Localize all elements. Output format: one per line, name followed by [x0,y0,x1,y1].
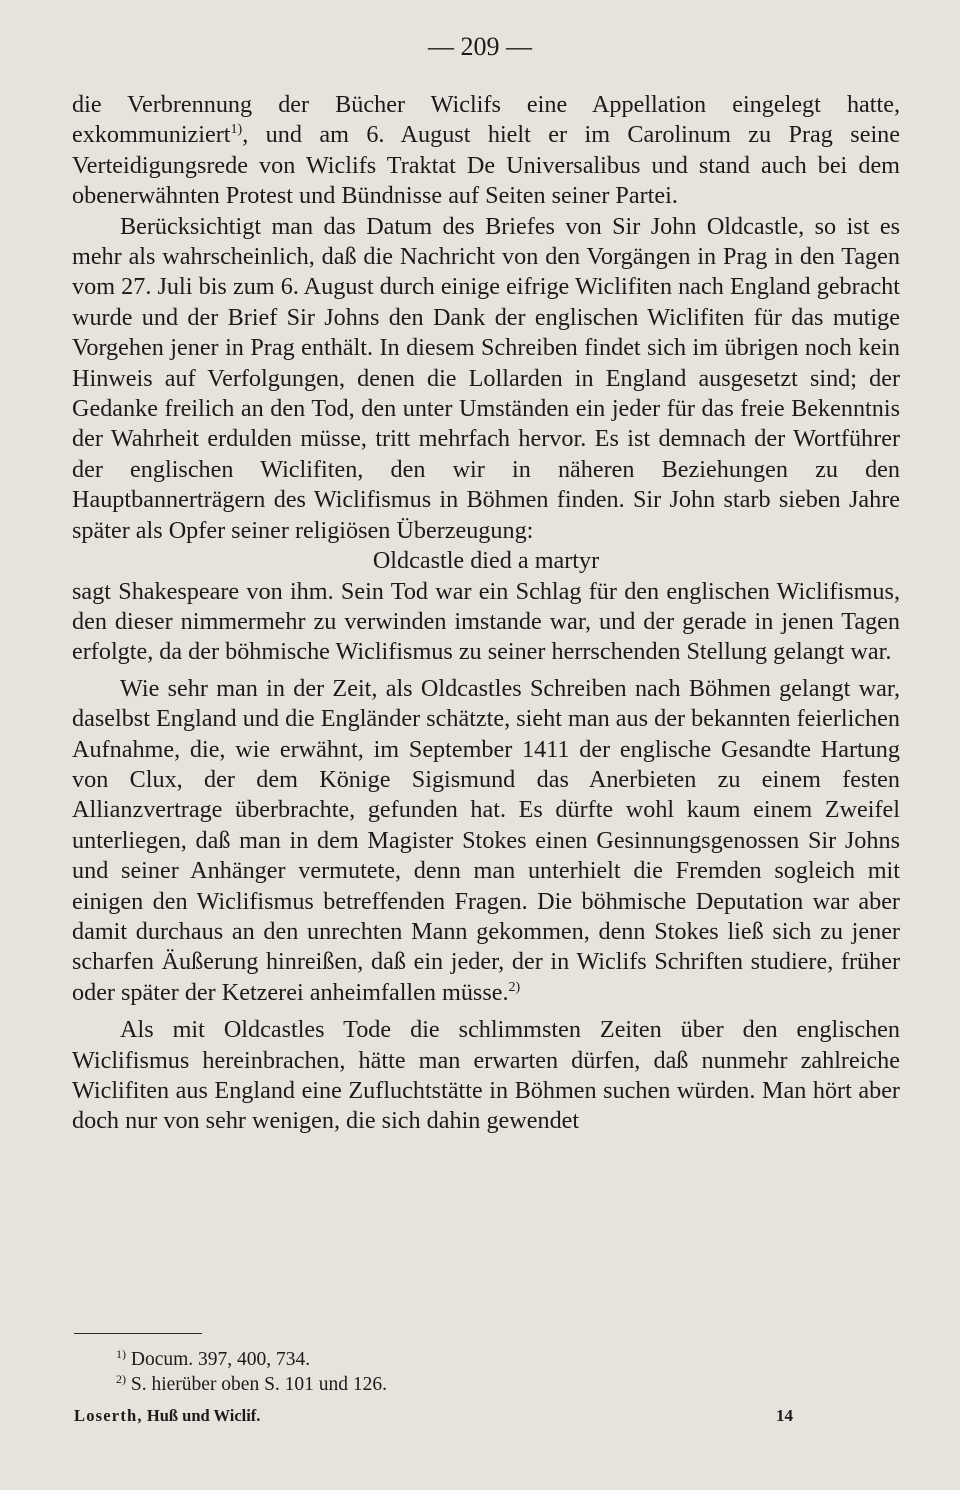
paragraph-4-text: Wie sehr man in der Zeit, als Oldcastles Schreiben nach Böhmen gelangt war, daselbst England und die Engländer schätzte, sieht man aus der bekannten feierlichen Aufnahme, die, wie erwähnt, im September 1411 der englische Gesandte Hartung von Clux, der dem Könige Sigismund das Anerbieten zu einem festen Allianzvertrage überbrachte, gefunden hat. Es dürfte wohl kaum einem Zweifel unterliegen, daß man in dem Magister Stokes einen Gesinnungsgenossen Sir Johns und seiner Anhänger vermutete, denn man unterhielt die Fremden sogleich mit einigen den Wiclifismus betreffenden Fragen. Die böhmische Deputation war aber damit durchaus an den unrechten Mann gekommen, denn Stokes ließ sich zu jener scharfen Äußerung hinreißen, daß ein jeder, der in Wiclifs Schriften studiere, früher oder später der Ketzerei anheimfallen müsse. [72,674,900,1006]
page-number: — 209 — [428,32,532,61]
footnote-1-text: Docum. 397, 400, 734. [126,1349,311,1370]
signature-number: 14 [776,1406,793,1425]
footnote-ref-1: 1) [230,122,243,138]
signature-title: Huß und Wiclif. [142,1406,261,1425]
paragraph-3: sagt Shakespeare von ihm. Sein Tod war ein Schlag für den englischen Wiclifismus, den dieser nimmermehr zu verwinden imstande war, und der gerade in jenen Tagen erfolgte, da der böhmische Wiclifismus zu seiner herrschenden Stellung gelangt war. [72,577,900,666]
footnote-2 [116,1374,387,1396]
footnote-ref-2: 2) [508,979,521,995]
body-text [72,90,900,1137]
paragraph-1 [72,90,900,212]
footnote-separator [74,1333,202,1334]
footnote-1-mark: 1) [116,1347,126,1361]
quotation: Oldcastle died a martyr [372,547,600,575]
footnote-2-mark: 2) [116,1372,126,1386]
footnote-2-text: S. hierüber oben S. 101 und 126. [126,1374,388,1395]
paragraph-4 [72,674,900,1008]
paragraph-1-text-a: die Verbrennung der Bücher Wiclifs eine Appellation eingelegt hatte, exkommuniziert [72,91,900,149]
footnote-1 [116,1349,310,1371]
paragraph-5: Als mit Oldcastles Tode die schlimmsten Zeiten über den englischen Wiclifismus hereinbrachen, hätte man erwarten dürfen, daß nunmehr zahlreiche Wiclifiten aus England eine Zufluchtstätte in Böhmen suchen würden. Man hört aber doch nur von sehr wenigen, die sich dahin gewendet [72,1016,900,1135]
paragraph-1-text-b: , und am 6. August hielt er im Carolinum zu Prag seine Verteidigungsrede von Wiclifs Traktat De Universalibus und stand auch bei dem obenerwähnten Protest und Bündnisse auf Seiten seiner Partei. [72,121,900,210]
signature-line [74,1406,260,1426]
signature-author: Loserth, [74,1406,143,1425]
paragraph-2: Berücksichtigt man das Datum des Briefes von Sir John Oldcastle, so ist es mehr als wahrscheinlich, daß die Nachricht von den Vorgängen in Prag in den Tagen vom 27. Juli bis zum 6. August durch einige eifrige Wiclifiten nach England gebracht wurde und der Brief Sir Johns den Dank der englischen Wiclifiten für das mutige Vorgehen jener in Prag enthält. In diesem Schreiben findet sich im übrigen noch kein Hinweis auf Verfolgungen, denen die Lollarden in England ausgesetzt sind; der Gedanke freilich an den Tod, den unter Umständen ein jeder für das freie Bekenntnis der Wahrheit erdulden müsse, tritt mehrfach hervor. Es ist demnach der Wortführer der englischen Wiclifiten, den wir in näheren Beziehungen zu den Hauptbannerträgern des Wiclifismus in Böhmen finden. Sir John starb sieben Jahre später als Opfer seiner religiösen Überzeugung: [72,212,900,544]
